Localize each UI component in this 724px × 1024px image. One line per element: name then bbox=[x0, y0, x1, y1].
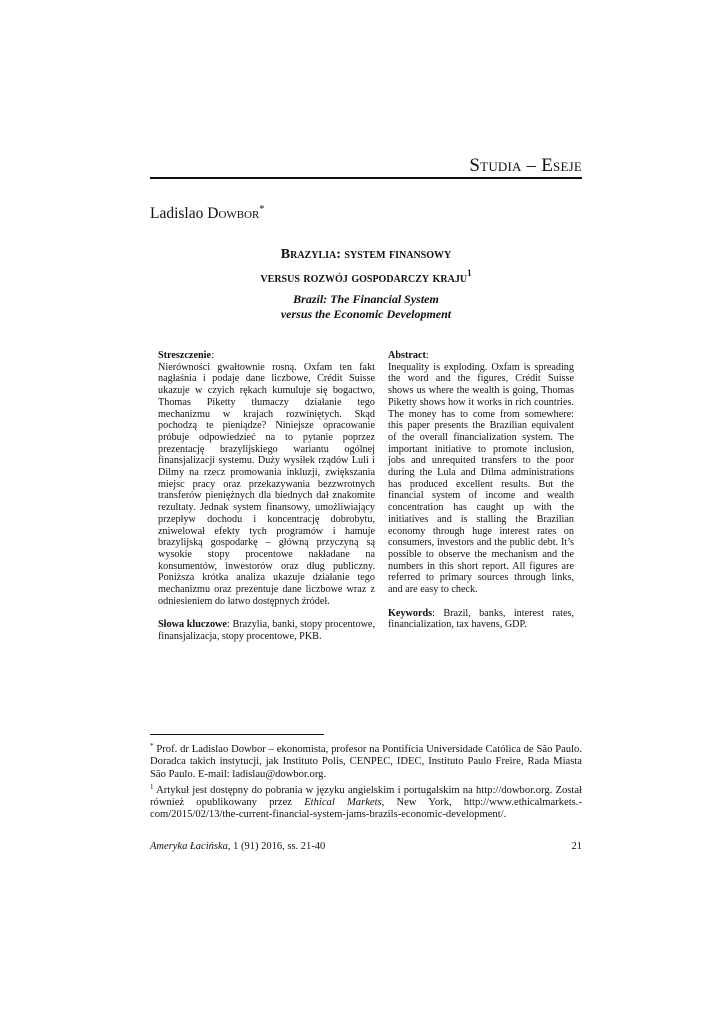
journal-name: Ameryka Łacińska bbox=[150, 841, 228, 852]
keywords-en-text: : Brazil, banks, interest rates, financialization, tax havens, GDP. bbox=[388, 607, 574, 631]
abstract-en-heading: Abstract bbox=[388, 350, 426, 361]
author-first-name: Ladislao bbox=[150, 205, 204, 222]
footnote-article bbox=[150, 781, 582, 822]
journal-issue: , 1 (91) 2016, ss. 21-40 bbox=[227, 841, 326, 852]
author-footnote-mark[interactable]: * bbox=[259, 204, 265, 215]
footnotes bbox=[150, 740, 582, 822]
keywords-english bbox=[388, 608, 574, 631]
page-number: 21 bbox=[571, 841, 582, 852]
abstract-pl-colon: : bbox=[211, 350, 215, 361]
footnote-mark: * bbox=[150, 742, 154, 750]
section-divider bbox=[150, 177, 582, 179]
title-pl-line-2: versus rozwój gospodarczy kraju bbox=[260, 271, 468, 286]
footnote-author bbox=[150, 740, 582, 781]
article-title-polish bbox=[150, 245, 582, 288]
title-pl-line-1: Brazylia: system finansowy bbox=[280, 247, 452, 262]
abstract-en-body: Inequality is exploding. Oxfam is spreading the word and the figures, Crédit Suisse shows us where the wealth is going, Thomas Piketty shows how it works in rich countries. The money has to come from somewhere: this paper presents the Brazilian equivalent of the overall financialization system. The important initiative to promote inclusion, jobs and unrequited transfers to the poor during the Lula and Dilma administrations has produced excellent results. But the financial system of income and wealth concentration has caught up with the initiatives and is stalling the Brazilian economy through huge interest rates on consumers, investors and the public debt. It’s possible to observe the mechanism and the numbers in this short report. All figures are referred to primary sources through links, and are easy to check. bbox=[388, 361, 574, 596]
abstract-polish bbox=[158, 350, 375, 643]
article-title-english bbox=[150, 292, 582, 322]
keywords-pl-text: : Brazylia, banki, stopy procentowe, finansjalizacja, stopy procentowe, PKB. bbox=[158, 619, 375, 643]
abstract-pl-body: Nierówności gwałtownie rosną. Oxfam ten fakt nagłaśnia i podaje dane liczbowe, Crédit Suisse ukazuje w czyich rękach kumuluje się bogactwo, Thomas Piketty tłumaczy działanie tego mechanizmu w krajach rozwiniętych. Skąd pochodzą te pieniądze? Niniejsze opracowanie próbuje odpowiedzieć na to pytanie poprzez prezentację brazylijskiego wariantu ogólnej finansjalizacji systemu. Duży wysiłek rządów Luli i Dilmy na rzecz promowania inkluzji, zwiększania miejsc pracy oraz przekazywania bezzwrotnych transferów pieniężnych dla biednych dał znakomite rezultaty. Jednak system finansowy, umożliwiający przepływ dochodu i koncentrację dobrobytu, zniwelował efekty tych programów i hamuje brazylijską gospodarkę – główną przyczyną są wysokie stopy procentowe nakładane na konsumentów, inwestorów oraz dług publiczny. Poniższa krótka analiza ukazuje działanie tego mechanizmu oraz prezentuje dane liczbowe wraz z odniesieniem do łatwo dostępnych źródeł. bbox=[158, 361, 375, 607]
abstract-pl-heading: Streszczenie bbox=[158, 350, 211, 361]
footnote-publisher: Ethical Markets bbox=[304, 797, 382, 809]
abstract-english bbox=[388, 350, 574, 631]
keywords-pl-label: Słowa kluczowe bbox=[158, 619, 227, 631]
footnote-text: Artykuł jest dostępny do pobrania w języku angielskim i portugalskim na http://dowbor.org. Został również opublikowany przez bbox=[150, 784, 582, 809]
author-last-name: Dowbor bbox=[207, 205, 260, 222]
keywords-polish bbox=[158, 619, 375, 642]
title-footnote-mark[interactable]: 1 bbox=[467, 268, 472, 278]
footnote-mark: 1 bbox=[150, 782, 154, 791]
abstract-en-colon: : bbox=[425, 350, 429, 361]
footnote-text: Prof. dr Ladislao Dowbor – ekonomista, profesor na Pontifícia Universidade Católica de São Paulo. Doradca takich instytucji, jak Instituto Polis, CENPEC, IDEC, Instituto Paulo Freire, Rada Miasta São Paulo. E-mail: ladislau@dowbor.org. bbox=[150, 744, 582, 780]
title-en-line-2: versus the Economic Development bbox=[280, 307, 452, 321]
footnote-divider bbox=[150, 734, 324, 735]
footnote-text: , New York, http://www.ethicalmarkets.-com/2015/02/13/the-current-financial-system-jams-brazils-economic-development/. bbox=[150, 797, 582, 821]
section-title: Studia – Eseje bbox=[469, 155, 582, 176]
author-name bbox=[150, 204, 264, 223]
title-en-line-1: Brazil: The Financial System bbox=[293, 292, 439, 306]
journal-citation bbox=[150, 841, 325, 852]
keywords-en-label: Keywords bbox=[388, 607, 433, 619]
